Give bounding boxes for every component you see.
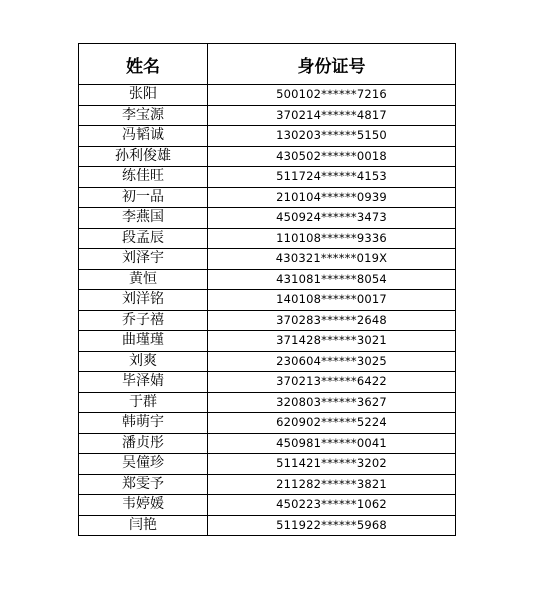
- table-row: [79, 208, 456, 229]
- cell-id-number: 371428******3021: [208, 331, 456, 352]
- table-row: [79, 146, 456, 167]
- cell-name: 初一品: [79, 187, 208, 208]
- table-row: [79, 372, 456, 393]
- table-row: [79, 392, 456, 413]
- cell-name: 刘爽: [79, 351, 208, 372]
- cell-name: 毕泽婧: [79, 372, 208, 393]
- table-row: [79, 269, 456, 290]
- cell-name: 韩萌宇: [79, 413, 208, 434]
- cell-name: 韦婷媛: [79, 495, 208, 516]
- header-id-number: 身份证号: [208, 44, 456, 85]
- table-row: [79, 351, 456, 372]
- table-row: [79, 413, 456, 434]
- cell-name: 黄恒: [79, 269, 208, 290]
- cell-name: 郑雯予: [79, 474, 208, 495]
- table-row: [79, 187, 456, 208]
- cell-id-number: 620902******5224: [208, 413, 456, 434]
- cell-id-number: 511922******5968: [208, 515, 456, 536]
- cell-id-number: 140108******0017: [208, 290, 456, 311]
- table-row: [79, 290, 456, 311]
- cell-name: 吴僮珍: [79, 454, 208, 475]
- cell-id-number: 450223******1062: [208, 495, 456, 516]
- cell-id-number: 450981******0041: [208, 433, 456, 454]
- table-row: [79, 515, 456, 536]
- cell-name: 刘洋铭: [79, 290, 208, 311]
- cell-name: 练佳旺: [79, 167, 208, 188]
- roster-table: [78, 43, 456, 536]
- table-row: [79, 249, 456, 270]
- table-row: [79, 167, 456, 188]
- table-header-row: [79, 44, 456, 85]
- cell-id-number: 211282******3821: [208, 474, 456, 495]
- cell-id-number: 320803******3627: [208, 392, 456, 413]
- cell-id-number: 370214******4817: [208, 105, 456, 126]
- cell-id-number: 431081******8054: [208, 269, 456, 290]
- cell-id-number: 370213******6422: [208, 372, 456, 393]
- table-row: [79, 433, 456, 454]
- cell-id-number: 430502******0018: [208, 146, 456, 167]
- cell-name: 李宝源: [79, 105, 208, 126]
- cell-id-number: 500102******7216: [208, 85, 456, 106]
- cell-name: 刘泽宇: [79, 249, 208, 270]
- cell-name: 乔子禧: [79, 310, 208, 331]
- cell-id-number: 370283******2648: [208, 310, 456, 331]
- cell-name: 曲瑾瑾: [79, 331, 208, 352]
- cell-name: 于群: [79, 392, 208, 413]
- cell-name: 冯韬诚: [79, 126, 208, 147]
- table-row: [79, 454, 456, 475]
- header-name: 姓名: [79, 44, 208, 85]
- table-row: [79, 495, 456, 516]
- cell-id-number: 130203******5150: [208, 126, 456, 147]
- cell-id-number: 110108******9336: [208, 228, 456, 249]
- table-row: [79, 331, 456, 352]
- table-row: [79, 310, 456, 331]
- table-body: [79, 85, 456, 536]
- cell-id-number: 511421******3202: [208, 454, 456, 475]
- cell-id-number: 450924******3473: [208, 208, 456, 229]
- cell-id-number: 210104******0939: [208, 187, 456, 208]
- cell-name: 张阳: [79, 85, 208, 106]
- table-row: [79, 228, 456, 249]
- table-row: [79, 105, 456, 126]
- cell-name: 段孟辰: [79, 228, 208, 249]
- table-row: [79, 126, 456, 147]
- cell-name: 闫艳: [79, 515, 208, 536]
- cell-name: 李燕国: [79, 208, 208, 229]
- cell-name: 孙利俊雄: [79, 146, 208, 167]
- cell-id-number: 230604******3025: [208, 351, 456, 372]
- table-row: [79, 85, 456, 106]
- cell-id-number: 430321******019X: [208, 249, 456, 270]
- cell-id-number: 511724******4153: [208, 167, 456, 188]
- cell-name: 潘贞彤: [79, 433, 208, 454]
- table-row: [79, 474, 456, 495]
